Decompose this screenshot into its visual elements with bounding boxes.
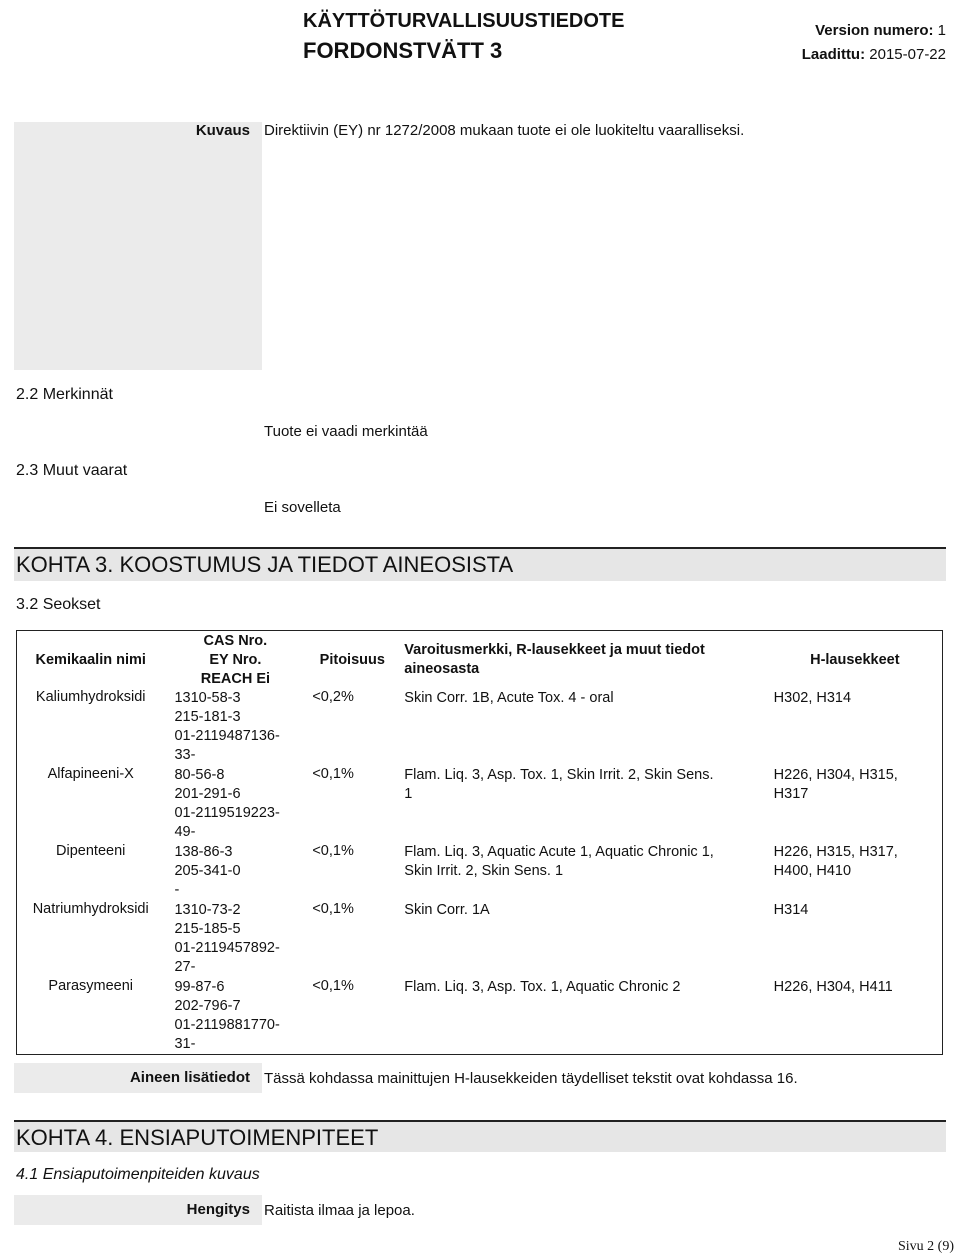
page-number: Sivu 2 (9)	[898, 1239, 954, 1254]
col-header-h: H-lausekkeet	[810, 652, 900, 668]
breath-label: Hengitys	[186, 1201, 250, 1218]
cell-name: Kaliumhydroksidi	[35, 689, 146, 705]
version-value: 1	[937, 22, 946, 39]
cell-marks: Skin Corr. 1A	[404, 902, 490, 918]
cell-name: Natriumhydroksidi	[32, 901, 149, 917]
table-row	[17, 901, 943, 978]
cell-marks: Flam. Liq. 3, Asp. Tox. 1, Aquatic Chronic 2	[404, 979, 681, 995]
section-3-bar	[14, 547, 946, 581]
col-header-marks: Varoitusmerkki, R-lausekkeet ja muut tiedot aineosasta	[404, 642, 705, 677]
cell-h: H302, H314	[773, 690, 852, 706]
cell-content: <0,1%	[312, 978, 354, 994]
col-header-ids: CAS Nro. EY Nro. REACH Ei	[200, 632, 271, 687]
cell-name: Parasymeeni	[48, 978, 134, 994]
table-row	[17, 766, 943, 843]
date-value: 2015-07-22	[869, 46, 946, 63]
table-row	[17, 978, 943, 1055]
heading-2-2: 2.2 Merkinnät	[16, 386, 113, 403]
col-header-content: Pitoisuus	[319, 652, 385, 668]
section-3-title: KOHTA 3. KOOSTUMUS JA TIEDOT AINEOSISTA	[16, 552, 514, 577]
version-line	[815, 22, 946, 39]
cell-marks: Flam. Liq. 3, Asp. Tox. 1, Skin Irrit. 2, Skin Sens. 1	[404, 767, 714, 802]
breath-label-cell	[14, 1195, 262, 1225]
extra-info-text: Tässä kohdassa mainittujen H-lausekkeiden täydelliset tekstit ovat kohdassa 16.	[264, 1070, 798, 1087]
kuvaus-text: Direktiivin (EY) nr 1272/2008 mukaan tuote ei ole luokiteltu vaaralliseksi.	[264, 122, 745, 139]
cell-content: <0,1%	[312, 843, 354, 859]
composition-table	[16, 630, 943, 1055]
cell-h: H226, H304, H411	[773, 979, 893, 995]
cell-ids: 80-56-8 201-291-6 01-2119519223- 49-	[174, 767, 280, 840]
cell-content: <0,1%	[312, 766, 354, 782]
section-4-bar	[14, 1120, 946, 1152]
cell-h: H314	[773, 902, 809, 918]
kuvaus-label-cell	[14, 122, 262, 370]
cell-name: Alfapineeni-X	[47, 766, 134, 782]
cell-content: <0,1%	[312, 901, 354, 917]
date-label: Laadittu:	[801, 46, 866, 63]
extra-info-label-cell	[14, 1063, 262, 1093]
table-header-row	[17, 631, 943, 690]
cell-content: <0,2%	[312, 689, 354, 705]
subsection-3-2: 3.2 Seokset	[16, 596, 101, 613]
cell-ids: 1310-58-3 215-181-3 01-2119487136- 33-	[174, 690, 280, 763]
cell-marks: Skin Corr. 1B, Acute Tox. 4 - oral	[404, 690, 614, 706]
heading-2-3: 2.3 Muut vaarat	[16, 462, 128, 479]
cell-ids: 99-87-6 202-796-7 01-2119881770- 31-	[174, 979, 280, 1052]
section-4-title: KOHTA 4. ENSIAPUTOIMENPITEET	[16, 1125, 379, 1150]
cell-ids: 138-86-3 205-341-0 -	[174, 844, 241, 898]
subsection-4-1: 4.1 Ensiaputoimenpiteiden kuvaus	[16, 1166, 260, 1183]
breath-text: Raitista ilmaa ja lepoa.	[264, 1202, 415, 1219]
cell-ids: 1310-73-2 215-185-5 01-2119457892- 27-	[174, 902, 280, 975]
table-row	[17, 689, 943, 766]
table-row	[17, 843, 943, 901]
product-name: FORDONSTVÄTT 3	[303, 38, 503, 63]
cell-h: H226, H315, H317, H400, H410	[773, 844, 898, 879]
extra-info-label: Aineen lisätiedot	[129, 1069, 250, 1086]
cell-marks: Flam. Liq. 3, Aquatic Acute 1, Aquatic Chronic 1, Skin Irrit. 2, Skin Sens. 1	[404, 844, 714, 879]
version-label: Version numero:	[815, 22, 934, 39]
col-header-name: Kemikaalin nimi	[35, 652, 146, 668]
date-line	[802, 46, 946, 63]
document-type-title: KÄYTTÖTURVALLISUUSTIEDOTE	[303, 10, 625, 32]
cell-name: Dipenteeni	[56, 843, 126, 859]
kuvaus-label: Kuvaus	[195, 122, 250, 139]
text-2-3: Ei sovelleta	[264, 499, 341, 516]
cell-h: H226, H304, H315, H317	[773, 767, 898, 802]
text-2-2: Tuote ei vaadi merkintää	[264, 423, 428, 440]
